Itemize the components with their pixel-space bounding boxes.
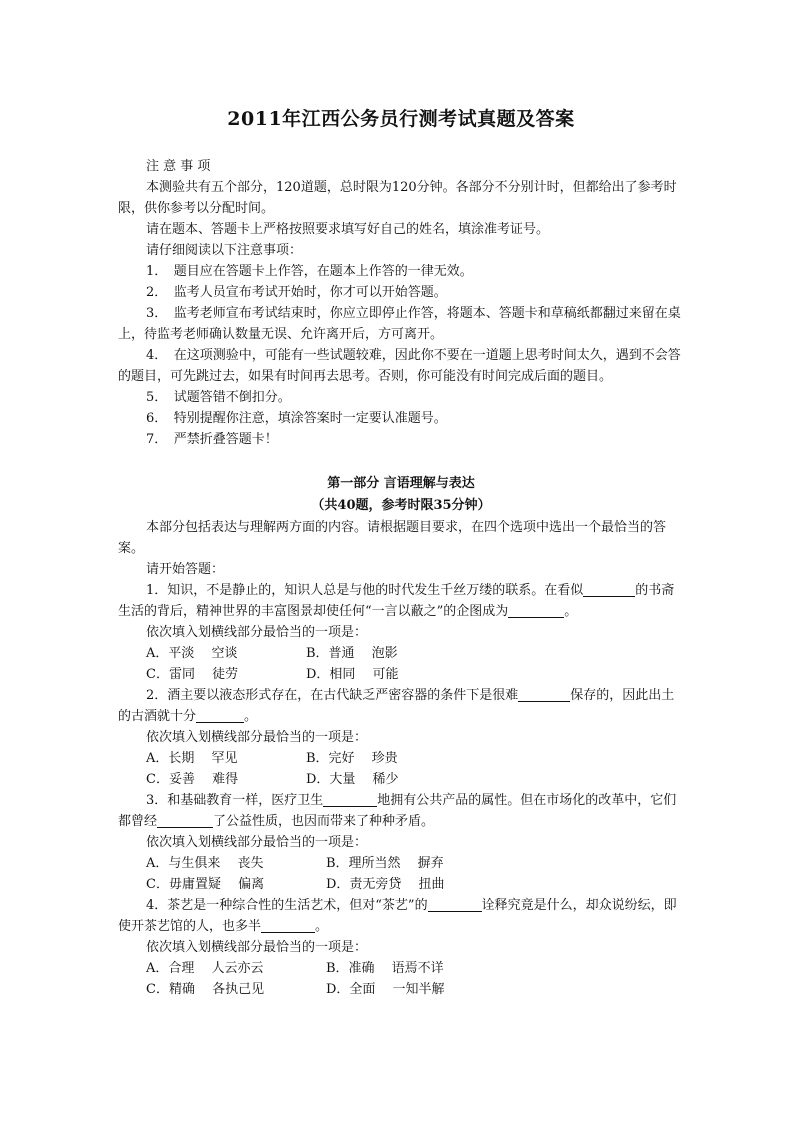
- question-3-options-row-1: [118, 853, 684, 874]
- question-4-part-c: 。: [315, 919, 329, 934]
- question-2-part-c: 。: [244, 709, 258, 724]
- question-2-options-row-2: [118, 769, 684, 790]
- question-3-part-a: 3．和基础教育一样，医疗卫生: [146, 793, 324, 808]
- option-c: C．妥善 难得: [146, 772, 239, 787]
- notice-item-1: 1． 题目应在答题卡上作答，在题本上作答的一律无效。: [146, 264, 473, 279]
- option-d: D．全面 一知半解: [326, 982, 445, 997]
- start-prompt: 请开始答题：: [146, 562, 225, 577]
- question-4-part-b: 诠释究竟是什么，却众说纷纭，即使开茶艺馆的人，也多半: [118, 898, 677, 934]
- question-2: [118, 685, 684, 727]
- question-3-part-c: 了公益性质，也因而带来了种种矛盾。: [213, 814, 435, 829]
- notice-heading: 注 意 事 项: [146, 159, 211, 174]
- question-2-options-row-1: [118, 748, 684, 769]
- option-b: B．准确 语焉不详: [326, 961, 444, 976]
- question-1-options-row-2: [118, 664, 684, 685]
- notice-item-2: 2． 监考人员宣布考试开始时，你才可以开始答题。: [146, 285, 447, 300]
- question-3-part-b: 地拥有公共产品的属性。但在市场化的改革中，它们都曾经: [118, 793, 677, 829]
- notice-paragraph-2: 请在题本、答题卡上严格按照要求填写好自己的姓名，填涂准考证号。: [146, 222, 550, 237]
- question-2-part-a: 2．酒主要以液态形式存在，在古代缺乏严密容器的条件下是很难: [146, 688, 519, 703]
- answer-blank: [157, 813, 213, 828]
- notice-paragraph-3: 请仔细阅读以下注意事项：: [146, 243, 303, 258]
- question-3-prompt: 依次填入划横线部分最恰当的一项是：: [146, 835, 368, 850]
- question-1-options-row-1: [118, 643, 684, 664]
- question-4-prompt: 依次填入划横线部分最恰当的一项是：: [146, 940, 368, 955]
- answer-blank: [428, 897, 482, 912]
- question-4-part-a: 4．茶艺是一种综合性的生活艺术，但对“茶艺”的: [146, 898, 428, 913]
- document-page: [118, 0, 684, 1000]
- question-1-part-b: 的书斋生活的背后，精神世界的丰富图景却使任何“一言以蔽之”的企图成为: [118, 583, 675, 619]
- answer-blank: [261, 918, 315, 933]
- question-1-part-a: 1．知识，不是静止的，知识人总是与他的时代发生千丝万缕的联系。在看似: [146, 583, 584, 598]
- section-intro: 本部分包括表达与理解两方面的内容。请根据题目要求，在四个选项中选出一个最恰当的答案。: [118, 520, 667, 556]
- question-3: [118, 790, 684, 832]
- question-4: [118, 895, 684, 937]
- notice-paragraph-1: 本测验共有五个部分，120道题，总时限为120分钟。各部分不分别计时，但都给出了参考时限，供你参考以分配时间。: [118, 180, 677, 216]
- answer-blank: [508, 603, 564, 618]
- notice-item-3: 3． 监考老师宣布考试结束时，你应立即停止作答，将题本、答题卡和草稿纸都翻过来留在桌上，待监考老师确认数量无误、允许离开后，方可离开。: [118, 306, 681, 342]
- answer-blank: [518, 687, 570, 702]
- notice-item-5: 5． 试题答错不倒扣分。: [146, 390, 291, 405]
- answer-blank: [583, 582, 635, 597]
- question-1: [118, 580, 684, 622]
- option-a: A．平淡 空谈: [146, 646, 238, 661]
- notice-item-6: 6． 特别提醒你注意，填涂答案时一定要认准题号。: [146, 411, 447, 426]
- section-title: 第一部分 言语理解与表达: [327, 476, 475, 491]
- option-c: C．毋庸置疑 偏离: [146, 877, 265, 892]
- option-c: C．雷同 徒劳: [146, 667, 239, 682]
- option-b: B．完好 珍贵: [306, 751, 398, 766]
- option-d: D．责无旁贷 扭曲: [326, 877, 445, 892]
- option-a: A．合理 人云亦云: [146, 961, 264, 976]
- option-d: D．相同 可能: [306, 667, 399, 682]
- question-1-prompt: 依次填入划横线部分最恰当的一项是：: [146, 625, 368, 640]
- document-title: 2011年江西公务员行测考试真题及答案: [227, 108, 575, 130]
- question-4-options-row-1: [118, 958, 684, 979]
- option-b: B．理所当然 摒弃: [326, 856, 444, 871]
- notice-item-4: 4． 在这项测验中，可能有一些试题较难，因此你不要在一道题上思考时间太久，遇到不会答的题目，可先跳过去，如果有时间再去思考。否则，你可能没有时间完成后面的题目。: [118, 348, 681, 384]
- section-subtitle: （共40题，参考时限35分钟）: [311, 498, 491, 513]
- notice-item-7: 7． 严禁折叠答题卡！: [146, 432, 278, 447]
- question-3-options-row-2: [118, 874, 684, 895]
- question-4-options-row-2: [118, 979, 684, 1000]
- option-a: A．与生俱来 丧失: [146, 856, 264, 871]
- option-a: A．长期 罕见: [146, 751, 238, 766]
- option-b: B．普通 泡影: [306, 646, 398, 661]
- question-2-part-b: 保存的，因此出土的古酒就十分: [118, 688, 675, 724]
- option-d: D．大量 稀少: [306, 772, 399, 787]
- option-c: C．精确 各执己见: [146, 982, 265, 997]
- answer-blank: [323, 792, 377, 807]
- question-2-prompt: 依次填入划横线部分最恰当的一项是：: [146, 730, 368, 745]
- answer-blank: [196, 708, 244, 723]
- question-1-part-c: 。: [564, 604, 578, 619]
